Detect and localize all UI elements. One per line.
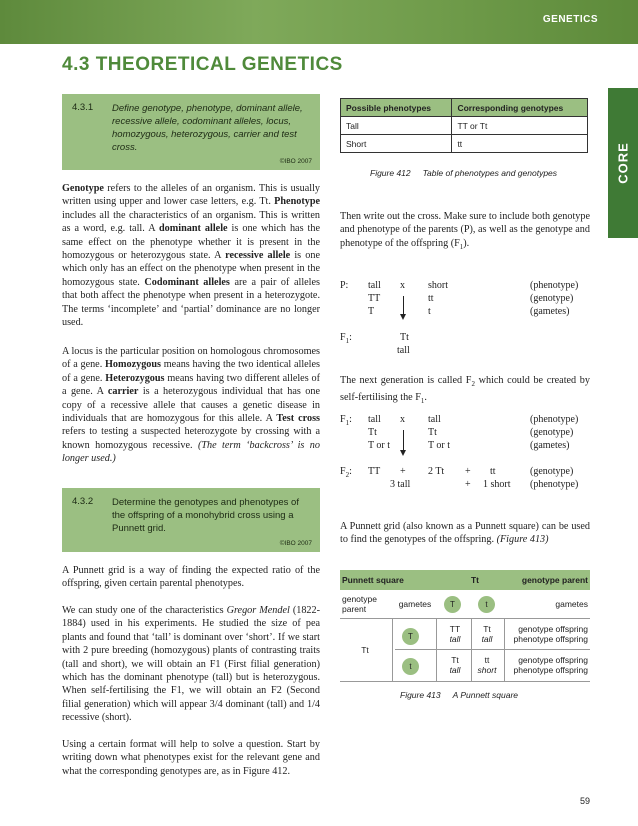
text-span: : <box>349 466 352 477</box>
text-span: The next generation is called F <box>340 375 472 386</box>
tag-genotype: (genotype) <box>530 427 574 438</box>
p1-gamete: T <box>368 306 375 317</box>
objective-text: Determine the genotypes and phenotypes of the offspring of a monohybrid cross using a Punnett grid. <box>112 497 299 534</box>
genotype-parent-label: genotype parent <box>521 575 588 585</box>
text-span: ). <box>463 237 470 249</box>
grid-line <box>504 618 505 681</box>
subscript: 2 <box>345 471 350 479</box>
cell-phenotype: tall <box>481 634 493 644</box>
term-genotype: Genotype <box>62 183 104 194</box>
offspring-label-2 <box>505 651 588 679</box>
f2-intro-paragraph <box>340 374 590 409</box>
f2-label <box>340 466 352 479</box>
term-recessive: recessive allele <box>225 250 291 262</box>
objective-credit: ©IBO 2007 <box>279 540 312 547</box>
cross-arrow-line <box>403 296 404 316</box>
cell-Tt-2 <box>440 651 470 679</box>
figure-413-caption <box>400 690 518 700</box>
cell-TT <box>440 620 470 648</box>
table-cell: Short <box>341 135 452 153</box>
a-phenotype: tall <box>368 414 381 425</box>
gamete-t-top: t <box>478 596 495 613</box>
format-paragraph: Using a certain format will help to solve a question. Start by writing down what phenotypes exist for the relevant gene and what the corresponding genotypes are, as in Figure 412. <box>62 739 320 777</box>
objective-number: 4.3.1 <box>72 102 94 113</box>
subscript: 1 <box>459 242 464 251</box>
top-parent-genotype: Tt <box>470 575 480 585</box>
table-row <box>341 135 588 153</box>
f2-pheno-tall: 3 tall <box>390 479 411 490</box>
row-genotype-parent: genotype parent <box>342 594 377 614</box>
plus-sign: + <box>465 466 471 477</box>
offspring-label-1 <box>505 620 588 648</box>
punnett-title: Punnett square <box>342 575 404 585</box>
text-span: . <box>424 392 427 404</box>
text-span: F <box>340 414 346 425</box>
cross-x: x <box>400 280 405 291</box>
text-span: which could be created by self-fertilising the F <box>340 375 590 404</box>
definitions-paragraph <box>62 182 320 329</box>
table-row <box>341 117 588 135</box>
tag-phenotype: (phenotype) <box>530 414 579 425</box>
section-title: 4.3 THEORETICAL GENETICS <box>62 54 343 75</box>
gametes-left: gametes <box>398 599 432 609</box>
p1-genotype: TT <box>368 293 381 304</box>
table-cell: tt <box>452 135 588 153</box>
cross-intro-paragraph <box>340 210 590 254</box>
left-parent-genotype: Tt <box>361 645 369 655</box>
p1-phenotype: tall <box>368 280 381 291</box>
plus-sign: + <box>400 466 406 477</box>
cross-arrow-line <box>403 430 404 452</box>
gamete-T-top: T <box>444 596 461 613</box>
text-span: (1822-1884) used in his experiments. He studied the size of pea plants and found that ‘tall’ is dominant over ‘short’. If we start with 2 pure breeding (homozygous) plants of contrasting traits (tall and short), we will obtain an F1 (First filial generation) which has the dominant phenotype (tall) but is heterozygous. When self-fertilising the F1, we will obtain an F2 (Second filial generation) which will appear 3/4 dominant (tall) and 1/4 recessive (short). <box>62 605 320 724</box>
p2-genotype: tt <box>428 293 434 304</box>
f2-geno-3: tt <box>490 466 496 477</box>
cell-genotype: Tt <box>483 624 491 634</box>
grid-line <box>471 618 472 681</box>
cross-arrow-head <box>400 314 406 320</box>
b-phenotype: tall <box>428 414 441 425</box>
objective-number: 4.3.2 <box>72 496 94 507</box>
parental-cross <box>340 280 590 360</box>
subscript: 1 <box>420 397 425 406</box>
core-side-tab <box>608 88 638 238</box>
caption-label: Figure 413 <box>400 690 441 700</box>
cell-Tt-1 <box>472 620 502 648</box>
p2-phenotype: short <box>428 280 448 291</box>
text-span: includes all the characteristics of an organism. This is written as a word, e.g. tall. A <box>62 209 320 235</box>
grid-line <box>340 618 590 619</box>
cross-arrow-head <box>400 450 406 456</box>
text-span: refers to the alleles of an organism. This is usually written using upper and lower case letters, e.g. Tt. <box>62 183 320 208</box>
backcross-note: (The term ‘backcross’ is no longer used.) <box>62 439 320 465</box>
figure-412-table <box>340 98 588 153</box>
figure-ref: (Figure 413) <box>496 534 549 546</box>
objective-box-1 <box>62 94 320 170</box>
f1-cross <box>340 414 590 494</box>
caption-text: A Punnett square <box>452 690 519 700</box>
term-homozygous: Homozygous <box>104 359 162 371</box>
locus-paragraph <box>62 345 320 466</box>
plus-sign: + <box>465 479 471 490</box>
f2-pheno-short: 1 short <box>483 479 511 490</box>
cross-label-f1 <box>340 414 352 427</box>
punnett-definition-paragraph: A Punnett grid is a way of finding the expected ratio of the offspring, given certain parental phenotypes. <box>62 565 320 590</box>
header-genotypes: Corresponding genotypes <box>452 99 588 117</box>
grid-line <box>395 649 590 650</box>
gametes-right: gametes <box>555 599 588 609</box>
offspring-genotype-label: genotype offspring <box>518 655 588 665</box>
text-span: refers to testing a suspected heterozygote by crossing with a known homozygous recessive. <box>62 426 320 451</box>
cell-tt <box>472 651 502 679</box>
figure-412-caption <box>370 168 557 178</box>
f2-geno-1: TT <box>368 466 381 477</box>
term-dominant: dominant allele <box>159 223 228 235</box>
text-span: F <box>340 466 346 477</box>
f1-phenotype: tall <box>397 345 410 356</box>
table-header-row <box>341 99 588 117</box>
term-codominant: Codominant alleles <box>144 276 230 288</box>
f1-label <box>340 332 352 345</box>
offspring-genotype-label: genotype offspring <box>518 624 588 634</box>
punnett-grid <box>340 570 590 682</box>
a-gametes: T or t <box>368 440 391 451</box>
cross-x: x <box>400 414 405 425</box>
text-span: F <box>340 332 346 343</box>
cross-label-p: P: <box>340 280 349 291</box>
tag-gametes: (gametes) <box>530 440 570 451</box>
core-label: CORE <box>615 142 631 184</box>
tag-phenotype: (phenotype) <box>530 280 579 291</box>
f1-genotype: Tt <box>400 332 409 343</box>
term-carrier: carrier <box>107 386 139 398</box>
text-span: means having two different alleles of a gene. A <box>62 372 320 398</box>
text-span: : <box>349 414 352 425</box>
a-genotype: Tt <box>368 427 377 438</box>
text-span: Then write out the cross. Make sure to include both genotype and phenotype of the parents (P), as well as the genotype and phenotype of the offspring (F <box>340 211 590 249</box>
tag-phenotype: (phenotype) <box>530 479 579 490</box>
offspring-phenotype-label: phenotype offspring <box>513 665 588 675</box>
offspring-phenotype-label: phenotype offspring <box>513 634 588 644</box>
text-span: is a heterozygous individual that has one copy of a recessive allele that causes a genetic disease in individuals that are homozygous for this allele. A <box>62 386 321 425</box>
text-span: means having the two identical alleles of a gene. <box>62 359 320 384</box>
gamete-t-left: t <box>402 658 419 675</box>
text-span: is one which only has an effect on the phenotype when present in the homozygous state. <box>62 250 320 288</box>
grid-line <box>392 618 393 681</box>
objective-box-2 <box>62 488 320 552</box>
grid-line <box>436 618 437 681</box>
table-cell: TT or Tt <box>452 117 588 135</box>
b-genotype: Tt <box>428 427 437 438</box>
cell-genotype: tt <box>484 655 490 665</box>
cell-phenotype: tall <box>449 634 461 644</box>
objective-text: Define genotype, phenotype, dominant allele, recessive allele, codominant alleles, locus, homozygous, heterozygous, carrier and test cross. <box>112 103 303 153</box>
b-gametes: T or t <box>428 440 451 451</box>
gamete-T-left: T <box>402 628 419 645</box>
text-span: We can study one of the characteristics <box>62 605 227 616</box>
grid-line <box>340 681 590 682</box>
table-cell: Tall <box>341 117 452 135</box>
text-span: A Punnett grid (also known as a Punnett square) can be used to find the genotypes of the offspring. <box>340 521 590 546</box>
cell-phenotype: tall <box>449 665 461 675</box>
caption-text: Table of phenotypes and genotypes <box>422 168 558 178</box>
punnett-intro-paragraph <box>340 520 590 547</box>
header-phenotypes: Possible phenotypes <box>341 99 452 117</box>
tag-genotype: (genotype) <box>530 466 574 477</box>
mendel-name: Gregor Mendel <box>226 605 290 616</box>
subscript: 1 <box>345 419 350 427</box>
caption-label: Figure 412 <box>370 168 411 178</box>
text-span: : <box>349 332 352 343</box>
mendel-paragraph <box>62 604 320 725</box>
text-span: are a pair of alleles that both affect the phenotype when present in a heterozygote. The terms ‘incomplete’ and ‘partial’ dominance are no longer used. <box>62 276 320 329</box>
cell-genotype: Tt <box>451 655 459 665</box>
subscript: 1 <box>345 337 350 345</box>
p2-gamete: t <box>428 306 431 317</box>
term-heterozygous: Heterozygous <box>105 372 165 384</box>
objective-credit: ©IBO 2007 <box>279 158 312 165</box>
tag-gametes: (gametes) <box>530 306 570 317</box>
subscript: 2 <box>471 380 475 389</box>
text-span: is one which has the same effect on the phenotype whether it is present in the homozygous or heterozygous state. A <box>62 223 320 262</box>
f2-geno-2: 2 Tt <box>428 466 445 477</box>
term-test-cross: Test cross <box>276 413 320 425</box>
cell-genotype: TT <box>449 624 461 634</box>
text-span: A locus is the particular position on homologous chromosomes of a gene. <box>62 346 320 371</box>
page-number: 59 <box>579 796 590 806</box>
term-phenotype: Phenotype <box>274 196 320 208</box>
cell-phenotype: short <box>477 665 497 675</box>
tag-genotype: (genotype) <box>530 293 574 304</box>
header-banner <box>0 0 638 44</box>
running-title: GENETICS <box>542 14 598 25</box>
